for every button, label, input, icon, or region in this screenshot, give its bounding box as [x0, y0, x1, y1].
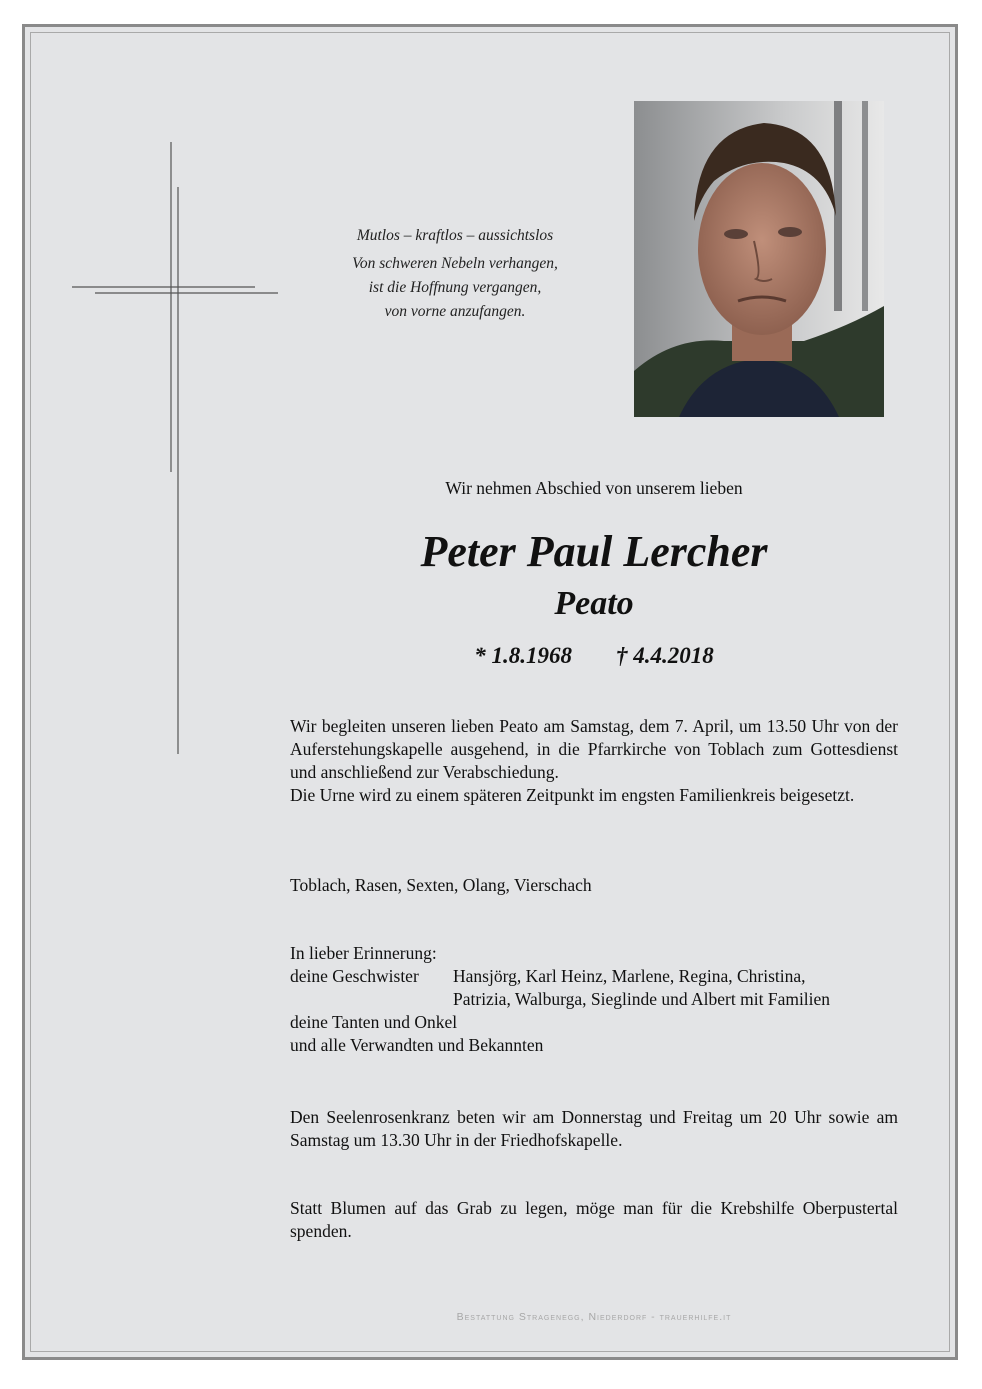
donation-paragraph: Statt Blumen auf das Grab zu legen, möge man für die Krebshilfe Oberpustertal spenden.: [290, 1198, 898, 1241]
funeral-announcement: [290, 715, 898, 807]
mourners-heading: In lieber Erinnerung:: [290, 943, 437, 963]
portrait-photo: [634, 101, 884, 417]
poem-line: Von schweren Nebeln verhangen,: [352, 255, 558, 272]
poem-line: ist die Hoffnung vergangen,: [368, 279, 542, 296]
relatives-acquaintances: und alle Verwandten und Bekannten: [290, 1035, 544, 1055]
poem-line: Mutlos – kraftlos – aussichtslos: [356, 227, 554, 244]
birth-date: * 1.8.1968: [474, 643, 572, 668]
life-dates: [290, 641, 898, 671]
rosary-paragraph: Den Seelenrosenkranz beten wir am Donnerstag und Freitag um 20 Uhr sowie am Samstag um 13.30 Uhr in der Friedhofskapelle.: [290, 1107, 898, 1150]
deceased-nickname: Peato: [554, 585, 634, 622]
places-list: Toblach, Rasen, Sexten, Olang, Vierschach: [290, 875, 592, 895]
siblings-row: [290, 965, 898, 1011]
poem: [300, 224, 610, 324]
siblings-label: deine Geschwister: [290, 966, 419, 986]
mourners-section: [290, 942, 898, 1057]
aunts-uncles: deine Tanten und Onkel: [290, 1012, 458, 1032]
siblings-names: [453, 965, 898, 1011]
death-date: † 4.4.2018: [616, 643, 714, 668]
funeral-paragraph: Wir begleiten unseren lieben Peato am Samstag, dem 7. April, um 13.50 Uhr von der Auferstehungskapelle ausgehend, in die Pfarrkirche von Toblach zum Gottesdienst und anschließend zur Verabschiedung.: [290, 716, 898, 782]
footer-credit: Bestattung Stragenegg, Niederdorf - trauerhilfe.it: [456, 1311, 732, 1323]
poem-line: von vorne anzufangen.: [384, 303, 526, 320]
siblings-names-line: Hansjörg, Karl Heinz, Marlene, Regina, Christina,: [453, 966, 806, 986]
urn-paragraph: Die Urne wird zu einem späteren Zeitpunkt im engsten Familienkreis beigesetzt.: [290, 785, 855, 805]
donation-notice: [290, 1197, 898, 1243]
intro-text: Wir nehmen Abschied von unserem lieben: [445, 478, 743, 498]
deceased-name: Peter Paul Lercher: [420, 527, 768, 576]
siblings-names-line: Patrizia, Walburga, Sieglinde und Albert mit Familien: [453, 989, 831, 1009]
cross-icon: [70, 142, 280, 757]
rosary-notice: [290, 1106, 898, 1152]
